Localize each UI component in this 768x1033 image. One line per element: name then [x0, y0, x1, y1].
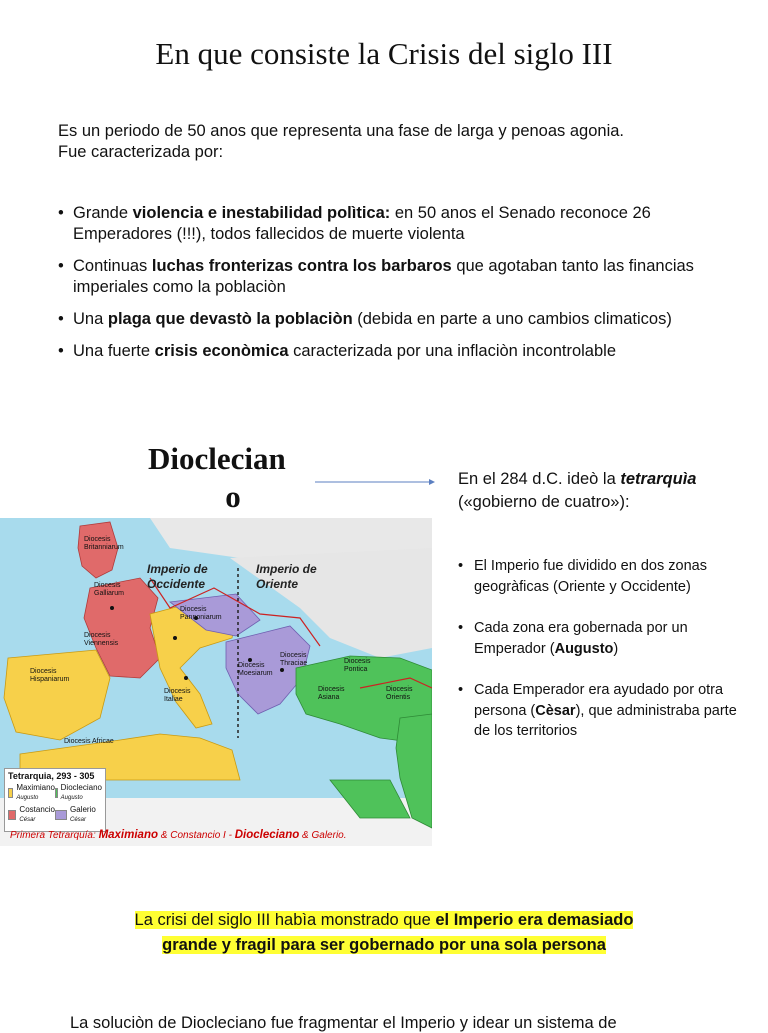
legend-title: Tetrarquia, 293 - 305 — [8, 771, 95, 781]
tetrarquia-points — [458, 556, 748, 763]
diocleciano-heading — [148, 440, 318, 516]
page-title: En que consiste la Crisis del siglo III — [155, 36, 613, 71]
list-item: • El Imperio fue dividido en dos zonas geogràficas (Oriente y Occidente) — [458, 556, 748, 597]
diocese-label: Diocesis Hispaniarum — [30, 668, 70, 683]
tetrarchy-map — [0, 518, 432, 846]
map-caption: Primera Tetrarquía: Maximiano & Constancio I - Diocleciano & Galerio. — [10, 829, 347, 841]
list-item: • Continuas luchas fronterizas contra los barbaros que agotaban tanto las financias imperiales como la poblaciòn — [58, 256, 748, 298]
arrow-icon — [315, 478, 435, 486]
legend-item: Costancio César — [8, 805, 55, 824]
diocese-label: Diocesis Orientis — [386, 686, 413, 701]
diocese-label: Diocesis Britanniarum — [84, 536, 124, 551]
list-item: • Grande violencia e inestabilidad polìtica: en 50 anos el Senado reconoce 26 Emperadores (!!!), todos fallecidos de muerte violenta — [58, 203, 748, 245]
diocese-label: Diocesis Pontica — [344, 658, 371, 673]
heading-part-2: o — [225, 479, 241, 514]
heading-part-1: Dioclecian — [148, 441, 286, 476]
diocese-label: Diocesis Galliarum — [94, 582, 124, 597]
list-item: • Una fuerte crisis econòmica caracterizada por una inflaciòn incontrolable — [58, 341, 748, 362]
tetrarquia-intro: En el 284 d.C. ideò la tetrarquìa («gobierno de cuatro»): — [458, 470, 697, 511]
legend-item: Galerio César — [55, 805, 102, 824]
crisis-features-list — [58, 203, 748, 373]
diocese-label: Diocesis Africae — [64, 738, 114, 745]
diocese-label: Diocesis Thraciae — [280, 652, 308, 667]
intro-line-2: Fue caracterizada por: — [58, 143, 224, 161]
diocese-label: Diocesis Pannoniarum — [180, 606, 222, 621]
list-item: • Cada zona era gobernada por un Emperador (Augusto) — [458, 618, 748, 659]
intro-text — [58, 121, 738, 163]
legend-item: Maximiano Augusto — [8, 783, 55, 802]
map-legend — [4, 768, 106, 832]
list-item: • Una plaga que devastò la poblaciòn (debida en parte a uno cambios climaticos) — [58, 309, 748, 330]
label-west: Imperio de Occidente — [147, 562, 208, 591]
diocese-label: Diocesis Viennensis — [84, 632, 119, 647]
diocese-label: Diocesis Moesiarum — [238, 662, 273, 677]
bottom-text: La soluciòn de Diocleciano fue fragmentar el Imperio y idear un sistema de — [70, 1014, 617, 1032]
legend-item: Diocleciano Augusto — [55, 783, 102, 802]
list-item: • Cada Emperador era ayudado por otra persona (Cèsar), que administraba parte de los territorios — [458, 680, 748, 742]
conclusion-text: La crisi del siglo III habìa monstrado que el Imperio era demasiado grande y fragil para ser gobernado por una sola persona — [134, 911, 634, 954]
intro-line-1: Es un periodo de 50 anos que representa una fase de larga y penoas agonia. — [58, 122, 625, 140]
diocese-label: Diocesis Asiana — [318, 686, 345, 701]
label-east: Imperio de Oriente — [256, 562, 317, 591]
diocese-label: Diocesis Italiae — [164, 688, 191, 703]
